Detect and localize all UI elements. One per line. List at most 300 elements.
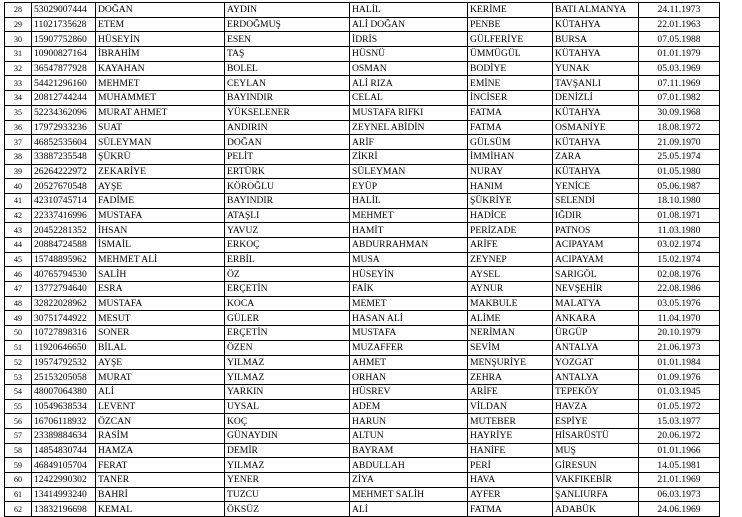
row-number-cell: 62 bbox=[5, 502, 32, 517]
birthplace-cell: ANTALYA bbox=[553, 340, 639, 355]
birth-date-cell: 07.11.1969 bbox=[639, 76, 720, 91]
mother-name-cell: SEVİM bbox=[468, 340, 553, 355]
birth-date-cell: 15.03.1977 bbox=[639, 414, 720, 429]
surname-cell: YILMAZ bbox=[225, 370, 350, 385]
surname-cell: AYDIN bbox=[225, 3, 350, 18]
birth-date-cell: 18.08.1972 bbox=[639, 120, 720, 135]
birthplace-cell: YOZGAT bbox=[553, 355, 639, 370]
first-name-cell: ESRA bbox=[96, 282, 225, 297]
row-number-cell: 55 bbox=[5, 399, 32, 414]
father-name-cell: HALİL bbox=[350, 3, 468, 18]
table-row bbox=[5, 76, 720, 91]
birthplace-cell: ANTALYA bbox=[553, 370, 639, 385]
birthplace-cell: IĞDIR bbox=[553, 208, 639, 223]
row-number-cell: 58 bbox=[5, 443, 32, 458]
id-number-cell: 25153205058 bbox=[32, 370, 96, 385]
mother-name-cell: BODİYE bbox=[468, 61, 553, 76]
row-number-cell: 29 bbox=[5, 17, 32, 32]
birth-date-cell: 06.03.1973 bbox=[639, 487, 720, 502]
mother-name-cell: MUTEBER bbox=[468, 414, 553, 429]
birthplace-cell: KÜTAHYA bbox=[553, 105, 639, 120]
row-number-cell: 32 bbox=[5, 61, 32, 76]
birth-date-cell: 22.08.1986 bbox=[639, 282, 720, 297]
row-number-cell: 54 bbox=[5, 384, 32, 399]
row-number-cell: 53 bbox=[5, 370, 32, 385]
table-row bbox=[5, 487, 720, 502]
birthplace-cell: PATNOS bbox=[553, 223, 639, 238]
birthplace-cell: ŞANLIURFA bbox=[553, 487, 639, 502]
father-name-cell: BAYRAM bbox=[350, 443, 468, 458]
birthplace-cell: GİRESUN bbox=[553, 458, 639, 473]
birth-date-cell: 01.01.1966 bbox=[639, 443, 720, 458]
first-name-cell: ZEKARİYE bbox=[96, 164, 225, 179]
id-number-cell: 10549638534 bbox=[32, 399, 96, 414]
father-name-cell: ORHAN bbox=[350, 370, 468, 385]
birth-date-cell: 02.08.1976 bbox=[639, 267, 720, 282]
mother-name-cell: AYNUR bbox=[468, 282, 553, 297]
mother-name-cell: GÜLFERİYE bbox=[468, 32, 553, 47]
birth-date-cell: 03.02.1974 bbox=[639, 238, 720, 253]
id-number-cell: 30751744922 bbox=[32, 311, 96, 326]
table-row bbox=[5, 47, 720, 62]
first-name-cell: BAHRİ bbox=[96, 487, 225, 502]
row-number-cell: 35 bbox=[5, 105, 32, 120]
surname-cell: KOCA bbox=[225, 296, 350, 311]
table-row bbox=[5, 355, 720, 370]
row-number-cell: 36 bbox=[5, 120, 32, 135]
id-number-cell: 52234362096 bbox=[32, 105, 96, 120]
first-name-cell: MUSTAFA bbox=[96, 208, 225, 223]
id-number-cell: 11021735628 bbox=[32, 17, 96, 32]
id-number-cell: 23389884634 bbox=[32, 428, 96, 443]
first-name-cell: MESUT bbox=[96, 311, 225, 326]
id-number-cell: 13772794640 bbox=[32, 282, 96, 297]
table-row bbox=[5, 252, 720, 267]
id-number-cell: 20527670548 bbox=[32, 179, 96, 194]
mother-name-cell: GÜLSÜM bbox=[468, 135, 553, 150]
mother-name-cell: FATMA bbox=[468, 120, 553, 135]
id-number-cell: 46852535604 bbox=[32, 135, 96, 150]
surname-cell: YILMAZ bbox=[225, 355, 350, 370]
birth-date-cell: 24.11.1973 bbox=[639, 3, 720, 18]
table-row bbox=[5, 296, 720, 311]
father-name-cell: MUSTAFA bbox=[350, 326, 468, 341]
table-row bbox=[5, 135, 720, 150]
id-number-cell: 14854830744 bbox=[32, 443, 96, 458]
father-name-cell: FAİK bbox=[350, 282, 468, 297]
birth-date-cell: 01.01.1984 bbox=[639, 355, 720, 370]
surname-cell: KOÇ bbox=[225, 414, 350, 429]
mother-name-cell: ZEYNEP bbox=[468, 252, 553, 267]
id-number-cell: 10900827164 bbox=[32, 47, 96, 62]
table-row bbox=[5, 179, 720, 194]
birthplace-cell: MUŞ bbox=[553, 443, 639, 458]
birth-date-cell: 30.09.1968 bbox=[639, 105, 720, 120]
row-number-cell: 59 bbox=[5, 458, 32, 473]
birth-date-cell: 21.01.1969 bbox=[639, 473, 720, 488]
father-name-cell: ALİ RIZA bbox=[350, 76, 468, 91]
mother-name-cell: PERİZADE bbox=[468, 223, 553, 238]
table-row bbox=[5, 384, 720, 399]
row-number-cell: 48 bbox=[5, 296, 32, 311]
birth-date-cell: 11.04.1970 bbox=[639, 311, 720, 326]
row-number-cell: 60 bbox=[5, 473, 32, 488]
birthplace-cell: ANKARA bbox=[553, 311, 639, 326]
first-name-cell: MURAT bbox=[96, 370, 225, 385]
first-name-cell: SUAT bbox=[96, 120, 225, 135]
table-row bbox=[5, 32, 720, 47]
mother-name-cell: HANİFE bbox=[468, 443, 553, 458]
id-number-cell: 19574792532 bbox=[32, 355, 96, 370]
birthplace-cell: SARIGÖL bbox=[553, 267, 639, 282]
row-number-cell: 30 bbox=[5, 32, 32, 47]
birth-date-cell: 01.08.1971 bbox=[639, 208, 720, 223]
table-row bbox=[5, 473, 720, 488]
first-name-cell: İHSAN bbox=[96, 223, 225, 238]
father-name-cell: HASAN ALİ bbox=[350, 311, 468, 326]
id-number-cell: 13832196698 bbox=[32, 502, 96, 517]
row-number-cell: 61 bbox=[5, 487, 32, 502]
table-row bbox=[5, 326, 720, 341]
row-number-cell: 33 bbox=[5, 76, 32, 91]
birthplace-cell: YENİCE bbox=[553, 179, 639, 194]
row-number-cell: 41 bbox=[5, 193, 32, 208]
father-name-cell: ALİ DOĞAN bbox=[350, 17, 468, 32]
birth-date-cell: 25.05.1974 bbox=[639, 149, 720, 164]
birth-date-cell: 24.06.1969 bbox=[639, 502, 720, 517]
row-number-cell: 50 bbox=[5, 326, 32, 341]
first-name-cell: MEHMET ALİ bbox=[96, 252, 225, 267]
birth-date-cell: 15.02.1974 bbox=[639, 252, 720, 267]
row-number-cell: 52 bbox=[5, 355, 32, 370]
birthplace-cell: ESPİYE bbox=[553, 414, 639, 429]
row-number-cell: 51 bbox=[5, 340, 32, 355]
first-name-cell: İBRAHİM bbox=[96, 47, 225, 62]
first-name-cell: LEVENT bbox=[96, 399, 225, 414]
table-row bbox=[5, 3, 720, 18]
surname-cell: ANDIRIN bbox=[225, 120, 350, 135]
id-number-cell: 48007064380 bbox=[32, 384, 96, 399]
father-name-cell: HÜSNÜ bbox=[350, 47, 468, 62]
birthplace-cell: VAKFIKEBİR bbox=[553, 473, 639, 488]
surname-cell: UYSAL bbox=[225, 399, 350, 414]
mother-name-cell: ARİFE bbox=[468, 238, 553, 253]
father-name-cell: OSMAN bbox=[350, 61, 468, 76]
id-number-cell: 13414993240 bbox=[32, 487, 96, 502]
father-name-cell: AHMET bbox=[350, 355, 468, 370]
mother-name-cell: MAKBULE bbox=[468, 296, 553, 311]
surname-cell: DEMİR bbox=[225, 443, 350, 458]
table-row bbox=[5, 428, 720, 443]
first-name-cell: ALİ bbox=[96, 384, 225, 399]
row-number-cell: 46 bbox=[5, 267, 32, 282]
table-row bbox=[5, 370, 720, 385]
mother-name-cell: AYSEL bbox=[468, 267, 553, 282]
table-row bbox=[5, 105, 720, 120]
table-row bbox=[5, 223, 720, 238]
father-name-cell: HÜSEYİN bbox=[350, 267, 468, 282]
table-row bbox=[5, 120, 720, 135]
surname-cell: ÖZ bbox=[225, 267, 350, 282]
surname-cell: BOLEL bbox=[225, 61, 350, 76]
table-row bbox=[5, 61, 720, 76]
first-name-cell: SONER bbox=[96, 326, 225, 341]
birthplace-cell: HAVZA bbox=[553, 399, 639, 414]
first-name-cell: MUHAMMET bbox=[96, 91, 225, 106]
surname-cell: YENER bbox=[225, 473, 350, 488]
row-number-cell: 47 bbox=[5, 282, 32, 297]
birthplace-cell: KÜTAHYA bbox=[553, 135, 639, 150]
first-name-cell: HÜSEYİN bbox=[96, 32, 225, 47]
table-row bbox=[5, 502, 720, 517]
surname-cell: ERÇETİN bbox=[225, 326, 350, 341]
first-name-cell: AYŞE bbox=[96, 355, 225, 370]
father-name-cell: ALİ bbox=[350, 502, 468, 517]
birthplace-cell: TAVŞANLI bbox=[553, 76, 639, 91]
row-number-cell: 39 bbox=[5, 164, 32, 179]
first-name-cell: ETEM bbox=[96, 17, 225, 32]
surname-cell: CEYLAN bbox=[225, 76, 350, 91]
surname-cell: GÜNAYDIN bbox=[225, 428, 350, 443]
first-name-cell: MEHMET bbox=[96, 76, 225, 91]
father-name-cell: ZİKRİ bbox=[350, 149, 468, 164]
table-row bbox=[5, 443, 720, 458]
surname-cell: YARKIN bbox=[225, 384, 350, 399]
birth-date-cell: 01.03.1945 bbox=[639, 384, 720, 399]
father-name-cell: ZEYNEL ABİDİN bbox=[350, 120, 468, 135]
birthplace-cell: DENİZLİ bbox=[553, 91, 639, 106]
records-table bbox=[4, 2, 720, 517]
birth-date-cell: 20.10.1979 bbox=[639, 326, 720, 341]
id-number-cell: 32822028962 bbox=[32, 296, 96, 311]
birth-date-cell: 01.09.1976 bbox=[639, 370, 720, 385]
table-row bbox=[5, 208, 720, 223]
birth-date-cell: 21.06.1973 bbox=[639, 340, 720, 355]
birth-date-cell: 05.06.1987 bbox=[639, 179, 720, 194]
surname-cell: ERDOĞMUŞ bbox=[225, 17, 350, 32]
birthplace-cell: HİSARÜSTÜ bbox=[553, 428, 639, 443]
id-number-cell: 20812744244 bbox=[32, 91, 96, 106]
mother-name-cell: HAVA bbox=[468, 473, 553, 488]
first-name-cell: HAMZA bbox=[96, 443, 225, 458]
birth-date-cell: 11.03.1980 bbox=[639, 223, 720, 238]
surname-cell: BAYINDIR bbox=[225, 193, 350, 208]
id-number-cell: 33887235548 bbox=[32, 149, 96, 164]
first-name-cell: SALİH bbox=[96, 267, 225, 282]
surname-cell: ATAŞLI bbox=[225, 208, 350, 223]
birthplace-cell: ACIPAYAM bbox=[553, 238, 639, 253]
father-name-cell: ARİF bbox=[350, 135, 468, 150]
table-row bbox=[5, 164, 720, 179]
id-number-cell: 17972933236 bbox=[32, 120, 96, 135]
id-number-cell: 16706118932 bbox=[32, 414, 96, 429]
first-name-cell: RASİM bbox=[96, 428, 225, 443]
birthplace-cell: ACIPAYAM bbox=[553, 252, 639, 267]
surname-cell: ERBİL bbox=[225, 252, 350, 267]
first-name-cell: BİLAL bbox=[96, 340, 225, 355]
table-row bbox=[5, 238, 720, 253]
father-name-cell: SÜLEYMAN bbox=[350, 164, 468, 179]
id-number-cell: 36547877928 bbox=[32, 61, 96, 76]
id-number-cell: 26264222972 bbox=[32, 164, 96, 179]
birthplace-cell: YUNAK bbox=[553, 61, 639, 76]
father-name-cell: ALTUN bbox=[350, 428, 468, 443]
birth-date-cell: 14.05.1981 bbox=[639, 458, 720, 473]
surname-cell: YÜKSELENER bbox=[225, 105, 350, 120]
father-name-cell: MUZAFFER bbox=[350, 340, 468, 355]
birthplace-cell: NEVŞEHİR bbox=[553, 282, 639, 297]
id-number-cell: 12422990302 bbox=[32, 473, 96, 488]
mother-name-cell: KERİME bbox=[468, 3, 553, 18]
table-row bbox=[5, 414, 720, 429]
mother-name-cell: İMMİHAN bbox=[468, 149, 553, 164]
table-row bbox=[5, 340, 720, 355]
birthplace-cell: KÜTAHYA bbox=[553, 17, 639, 32]
surname-cell: YAVUZ bbox=[225, 223, 350, 238]
mother-name-cell: HANIM bbox=[468, 179, 553, 194]
father-name-cell: MUSTAFA RIFKI bbox=[350, 105, 468, 120]
first-name-cell: MURAT AHMET bbox=[96, 105, 225, 120]
father-name-cell: MEHMET SALİH bbox=[350, 487, 468, 502]
surname-cell: YILMAZ bbox=[225, 458, 350, 473]
id-number-cell: 20452281352 bbox=[32, 223, 96, 238]
father-name-cell: CELAL bbox=[350, 91, 468, 106]
first-name-cell: MUSTAFA bbox=[96, 296, 225, 311]
row-number-cell: 56 bbox=[5, 414, 32, 429]
birthplace-cell: KÜTAHYA bbox=[553, 47, 639, 62]
id-number-cell: 42310745714 bbox=[32, 193, 96, 208]
first-name-cell: SÜLEYMAN bbox=[96, 135, 225, 150]
surname-cell: ERÇETİN bbox=[225, 282, 350, 297]
surname-cell: ERTÜRK bbox=[225, 164, 350, 179]
table-row bbox=[5, 17, 720, 32]
father-name-cell: HARUN bbox=[350, 414, 468, 429]
father-name-cell: MEMET bbox=[350, 296, 468, 311]
row-number-cell: 37 bbox=[5, 135, 32, 150]
row-number-cell: 34 bbox=[5, 91, 32, 106]
surname-cell: PELİT bbox=[225, 149, 350, 164]
surname-cell: GÜLER bbox=[225, 311, 350, 326]
birth-date-cell: 03.05.1976 bbox=[639, 296, 720, 311]
row-number-cell: 28 bbox=[5, 3, 32, 18]
father-name-cell: ZİYA bbox=[350, 473, 468, 488]
row-number-cell: 38 bbox=[5, 149, 32, 164]
surname-cell: TUZCU bbox=[225, 487, 350, 502]
birthplace-cell: KÜTAHYA bbox=[553, 164, 639, 179]
mother-name-cell: HAYRİYE bbox=[468, 428, 553, 443]
id-number-cell: 15907752860 bbox=[32, 32, 96, 47]
first-name-cell: ÖZCAN bbox=[96, 414, 225, 429]
father-name-cell: ABDULLAH bbox=[350, 458, 468, 473]
birthplace-cell: OSMANİYE bbox=[553, 120, 639, 135]
table-row bbox=[5, 458, 720, 473]
first-name-cell: İSMAİL bbox=[96, 238, 225, 253]
mother-name-cell: PERİ bbox=[468, 458, 553, 473]
birthplace-cell: SELENDİ bbox=[553, 193, 639, 208]
id-number-cell: 53029007444 bbox=[32, 3, 96, 18]
mother-name-cell: FATMA bbox=[468, 502, 553, 517]
mother-name-cell: FATMA bbox=[468, 105, 553, 120]
table-row bbox=[5, 399, 720, 414]
birth-date-cell: 01.05.1972 bbox=[639, 399, 720, 414]
id-number-cell: 40765794530 bbox=[32, 267, 96, 282]
first-name-cell: TANER bbox=[96, 473, 225, 488]
first-name-cell: DOĞAN bbox=[96, 3, 225, 18]
id-number-cell: 54421296160 bbox=[32, 76, 96, 91]
mother-name-cell: ARİFE bbox=[468, 384, 553, 399]
records-body bbox=[5, 3, 720, 517]
row-number-cell: 44 bbox=[5, 238, 32, 253]
table-row bbox=[5, 267, 720, 282]
mother-name-cell: NURAY bbox=[468, 164, 553, 179]
birthplace-cell: MALATYA bbox=[553, 296, 639, 311]
father-name-cell: MUSA bbox=[350, 252, 468, 267]
id-number-cell: 20884724588 bbox=[32, 238, 96, 253]
table-row bbox=[5, 282, 720, 297]
mother-name-cell: EMİNE bbox=[468, 76, 553, 91]
id-number-cell: 15748895962 bbox=[32, 252, 96, 267]
row-number-cell: 31 bbox=[5, 47, 32, 62]
birthplace-cell: ZARA bbox=[553, 149, 639, 164]
first-name-cell: FERAT bbox=[96, 458, 225, 473]
mother-name-cell: PENBE bbox=[468, 17, 553, 32]
mother-name-cell: VİLDAN bbox=[468, 399, 553, 414]
first-name-cell: AYŞE bbox=[96, 179, 225, 194]
birthplace-cell: BURSA bbox=[553, 32, 639, 47]
father-name-cell: EYÜP bbox=[350, 179, 468, 194]
birthplace-cell: ADABÜK bbox=[553, 502, 639, 517]
id-number-cell: 10727898316 bbox=[32, 326, 96, 341]
row-number-cell: 42 bbox=[5, 208, 32, 223]
mother-name-cell: İNCİSER bbox=[468, 91, 553, 106]
birthplace-cell: BATI ALMANYA bbox=[553, 3, 639, 18]
mother-name-cell: AYFER bbox=[468, 487, 553, 502]
birth-date-cell: 05.03.1969 bbox=[639, 61, 720, 76]
first-name-cell: KAYAHAN bbox=[96, 61, 225, 76]
birth-date-cell: 18.10.1980 bbox=[639, 193, 720, 208]
id-number-cell: 22337416996 bbox=[32, 208, 96, 223]
birth-date-cell: 20.06.1972 bbox=[639, 428, 720, 443]
surname-cell: KÖROĞLU bbox=[225, 179, 350, 194]
surname-cell: TAŞ bbox=[225, 47, 350, 62]
father-name-cell: MEHMET bbox=[350, 208, 468, 223]
row-number-cell: 43 bbox=[5, 223, 32, 238]
mother-name-cell: HADİCE bbox=[468, 208, 553, 223]
row-number-cell: 40 bbox=[5, 179, 32, 194]
mother-name-cell: ÜMMÜGÜL bbox=[468, 47, 553, 62]
surname-cell: ESEN bbox=[225, 32, 350, 47]
mother-name-cell: ALİME bbox=[468, 311, 553, 326]
surname-cell: ÖZEN bbox=[225, 340, 350, 355]
surname-cell: DOĞAN bbox=[225, 135, 350, 150]
birth-date-cell: 01.01.1979 bbox=[639, 47, 720, 62]
surname-cell: ÖKSÜZ bbox=[225, 502, 350, 517]
birthplace-cell: TEPEKÖY bbox=[553, 384, 639, 399]
surname-cell: BAYINDIR bbox=[225, 91, 350, 106]
birth-date-cell: 21.09.1970 bbox=[639, 135, 720, 150]
row-number-cell: 57 bbox=[5, 428, 32, 443]
father-name-cell: HÜSREV bbox=[350, 384, 468, 399]
mother-name-cell: ZEHRA bbox=[468, 370, 553, 385]
father-name-cell: ADEM bbox=[350, 399, 468, 414]
table-row bbox=[5, 193, 720, 208]
id-number-cell: 46849105704 bbox=[32, 458, 96, 473]
mother-name-cell: ŞÜKRİYE bbox=[468, 193, 553, 208]
surname-cell: ERKOÇ bbox=[225, 238, 350, 253]
father-name-cell: İDRİS bbox=[350, 32, 468, 47]
first-name-cell: ŞÜKRÜ bbox=[96, 149, 225, 164]
birth-date-cell: 07.05.1988 bbox=[639, 32, 720, 47]
